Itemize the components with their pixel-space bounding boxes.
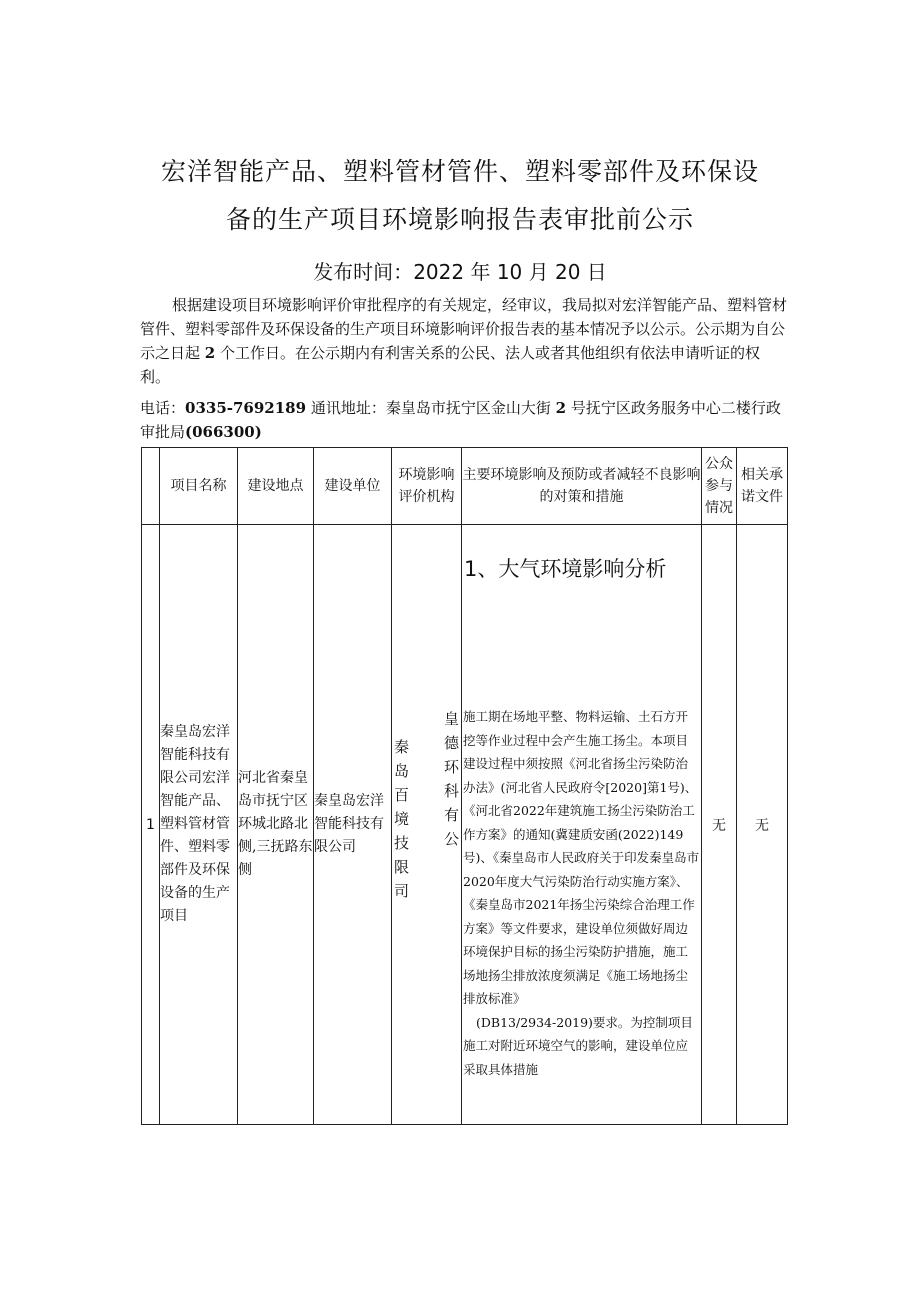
agency-char: 技 bbox=[394, 833, 410, 852]
agency-char: 环 bbox=[443, 757, 459, 776]
publish-year: 2022 bbox=[413, 260, 465, 284]
address-number: 2 bbox=[555, 399, 567, 417]
measures-text-2: (DB13/2934-2019)要求。为控制项目施工对附近环境空气的影响，建设单位应采取具体措施 bbox=[463, 1014, 693, 1077]
measures-title: 1、大气环境影响分析 bbox=[464, 557, 667, 581]
header-agency: 环境影响评价机构 bbox=[392, 448, 462, 525]
table-row bbox=[142, 525, 788, 1125]
address-label: 通讯地址：秦皇岛市抚宁区金山大街 bbox=[310, 399, 551, 417]
agency-char: 岛 bbox=[394, 761, 410, 780]
header-site: 建设地点 bbox=[238, 448, 314, 525]
header-public: 公众参与情况 bbox=[702, 448, 737, 525]
site-cell: 河北省秦皇岛市抚宁区环城北路北侧,三抚路东侧 bbox=[238, 525, 314, 1125]
public-cell: 无 bbox=[702, 525, 737, 1125]
measures-cell bbox=[462, 525, 702, 1125]
agency-char: 公 bbox=[443, 829, 459, 848]
commitment-cell: 无 bbox=[737, 525, 788, 1125]
agency-char: 司 bbox=[394, 881, 410, 900]
agency-char: 限 bbox=[394, 857, 410, 876]
agency-col-1 bbox=[394, 735, 409, 903]
row-number: 1 bbox=[142, 525, 160, 1125]
project-table bbox=[141, 447, 788, 1125]
header-unit: 建设单位 bbox=[314, 448, 392, 525]
measures-body bbox=[463, 705, 700, 1081]
postcode: (066300) bbox=[185, 423, 262, 441]
unit-cell: 秦皇岛宏洋智能科技有限公司 bbox=[314, 525, 392, 1125]
intro-part2: 个工作日。在公示期内有利害关系的公民、法人或者其他组织有依法申请听证的权利。 bbox=[140, 344, 761, 386]
phone-label: 电话： bbox=[140, 399, 186, 417]
intro-days: 2 bbox=[204, 344, 216, 362]
agency-char: 德 bbox=[443, 733, 459, 752]
publish-date bbox=[0, 256, 920, 285]
agency-char: 百 bbox=[394, 785, 410, 804]
measures-wrap bbox=[462, 525, 701, 1124]
header-measures: 主要环境影响及预防或者减轻不良影响的对策和措施 bbox=[462, 448, 702, 525]
title-line-1: 宏洋智能产品、塑料管材管件、塑料零部件及环保设 bbox=[160, 157, 759, 186]
address-rest: 号抚宁区政务服务中心二楼行政审批局 bbox=[140, 399, 781, 441]
header-commitment: 相关承诺文件 bbox=[737, 448, 788, 525]
contact-info bbox=[140, 396, 788, 444]
phone-number: 0335-7692189 bbox=[185, 399, 307, 417]
measures-text-1: 施工期在场地平整、物料运输、土石方开挖等作业过程中会产生施工扬尘。本项目建设过程中须按照《河北省扬尘污染防治办法》(河北省人民政府令[2020]第1号)、《河北省2022年建筑施工扬尘污染防治工作方案》的通知(冀建质安函(2022)149号)、《秦皇岛市人民政府关于印发秦皇岛市2020年度大气污染防治行动实施方案》、《秦皇岛市2021年扬尘污染综合治理工作方案》等文件要求，建设单位须做好周边环境保护目标的扬尘污染防护措施，施工场地扬尘排放浓度须满足《施工场地扬尘排放标准》 bbox=[463, 709, 700, 1006]
agency-char: 科 bbox=[443, 781, 459, 800]
publish-label: 发布时间： bbox=[313, 260, 414, 284]
header-num bbox=[142, 448, 160, 525]
intro-paragraph bbox=[140, 293, 788, 389]
agency-char: 有 bbox=[443, 805, 459, 824]
publish-day-unit: 日 bbox=[586, 260, 607, 284]
publish-month: 10 bbox=[496, 260, 523, 284]
project-name-cell: 秦皇岛宏洋智能科技有限公司宏洋智能产品、塑料管材管件、塑料零部件及环保设备的生产项目 bbox=[160, 525, 238, 1125]
publish-day: 20 bbox=[554, 260, 581, 284]
intro-part1: 根据建设项目环境影响评价审批程序的有关规定，经审议，我局拟对宏洋智能产品、塑料管材管件、塑料零部件及环保设备的生产项目环境影响评价报告表的基本情况予以公示。公示期为自公示之日起 bbox=[140, 296, 788, 362]
agency-vertical-text bbox=[392, 709, 461, 903]
agency-char: 皇 bbox=[443, 709, 459, 728]
agency-char: 秦 bbox=[394, 737, 410, 756]
title-line-2: 备的生产项目环境影响报告表审批前公示 bbox=[225, 205, 694, 234]
table-header-row bbox=[142, 448, 788, 525]
publish-month-unit: 月 bbox=[528, 260, 549, 284]
agency-cell bbox=[392, 525, 462, 1125]
header-project-name: 项目名称 bbox=[160, 448, 238, 525]
agency-col-2 bbox=[444, 707, 459, 903]
publish-year-unit: 年 bbox=[470, 260, 491, 284]
agency-char: 境 bbox=[394, 809, 410, 828]
